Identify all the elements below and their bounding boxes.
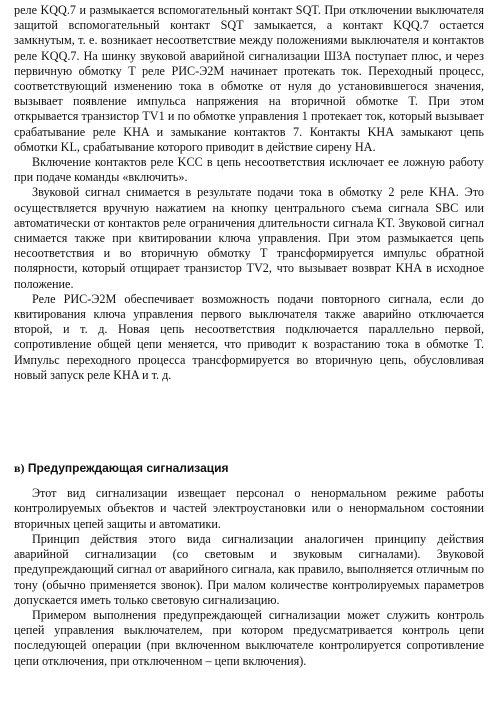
section-heading — [14, 461, 484, 476]
section-letter: в) — [14, 461, 25, 476]
section-paragraph: Принцип действия этого вида сигнализации аналогичен принципу действия аварийной сигнализации (со световым и звуковым сигналами). Звуковой предупреждающий сигнал от аварийного сигнала, как правило, выполняется отличным по тону (обычно применяется звонок). При малом количестве контролируемых параметров допускается иметь только световую сигнализацию. — [14, 531, 484, 607]
body-paragraph: Реле РИС-Э2М обеспечивает возможность подачи повторного сигнала, если до квитирования ключа управления первого выключателя также аварийно отключается второй, и т. д. Новая цепь несоответствия подключается параллельно первой, сопротивление общей цепи меняется, что приводит к возрастанию тока в обмотке T. Импульс переходного процесса трансформируется во вторичную цепь, обусловливая новый запуск реле KHA и т. д. — [14, 291, 484, 382]
section-paragraph: Этот вид сигнализации извещает персонал о ненормальном режиме работы контролируемых объектов и частей электроустановки или о ненормальном состоянии вторичных цепей защиты и автоматики. — [14, 486, 484, 531]
section-title: Предупреждающая сигнализация — [27, 461, 229, 476]
section-paragraph: Примером выполнения предупреждающей сигнализации может служить контроль цепей управления выключателем, при котором предусматривается контроль цепи последующей операции (при включенном выключателе контролируется сопротивление цепи отключения, при отключенном – цепи включения). — [14, 607, 484, 668]
document-page — [14, 3, 484, 669]
body-paragraph: реле KQQ.7 и размыкается вспомогательный контакт SQT. При отключении выключателя защитой вспомогательный контакт SQT замыкается, а контакт KQQ.7 остается замкнутым, т. е. возникает несоответствие между положениями выключателя и контактов реле KQQ.7. На шинку звуковой аварийной сигнализации ШЗА поступает плюс, и через первичную обмотку T реле РИС-Э2М начинает протекать ток. Переходный процесс, соответствующий изменению тока в обмотке от нуля до установившегося значения, вызывает появление импульса напряжения на вторичной обмотке T. При этом открывается транзистор TV1 и по обмотке управления 1 протекает ток, который вызывает срабатывание реле KHA и замыкание контактов 7. Контакты KHA замыкают цепь обмотки KL, срабатывание которого приводит в действие сирену HA. — [14, 3, 484, 154]
body-paragraph: Звуковой сигнал снимается в результате подачи тока в обмотку 2 реле KHA. Это осуществляется вручную нажатием на кнопку центрального съема сигнала SBC или автоматически от контактов реле ограничения длительности сигнала KT. Звуковой сигнал снимается также при квитировании ключа управления. При этом размыкается цепь несоответствия и во вторичную обмотку T трансформируется импульс обратной полярности, который отщирает транзистор TV2, что вызывает возврат KHA в исходное положение. — [14, 185, 484, 291]
body-paragraph: Включение контактов реле KCC в цепь несоответствия исключает ее ложную работу при подаче команды «включить». — [14, 155, 484, 185]
